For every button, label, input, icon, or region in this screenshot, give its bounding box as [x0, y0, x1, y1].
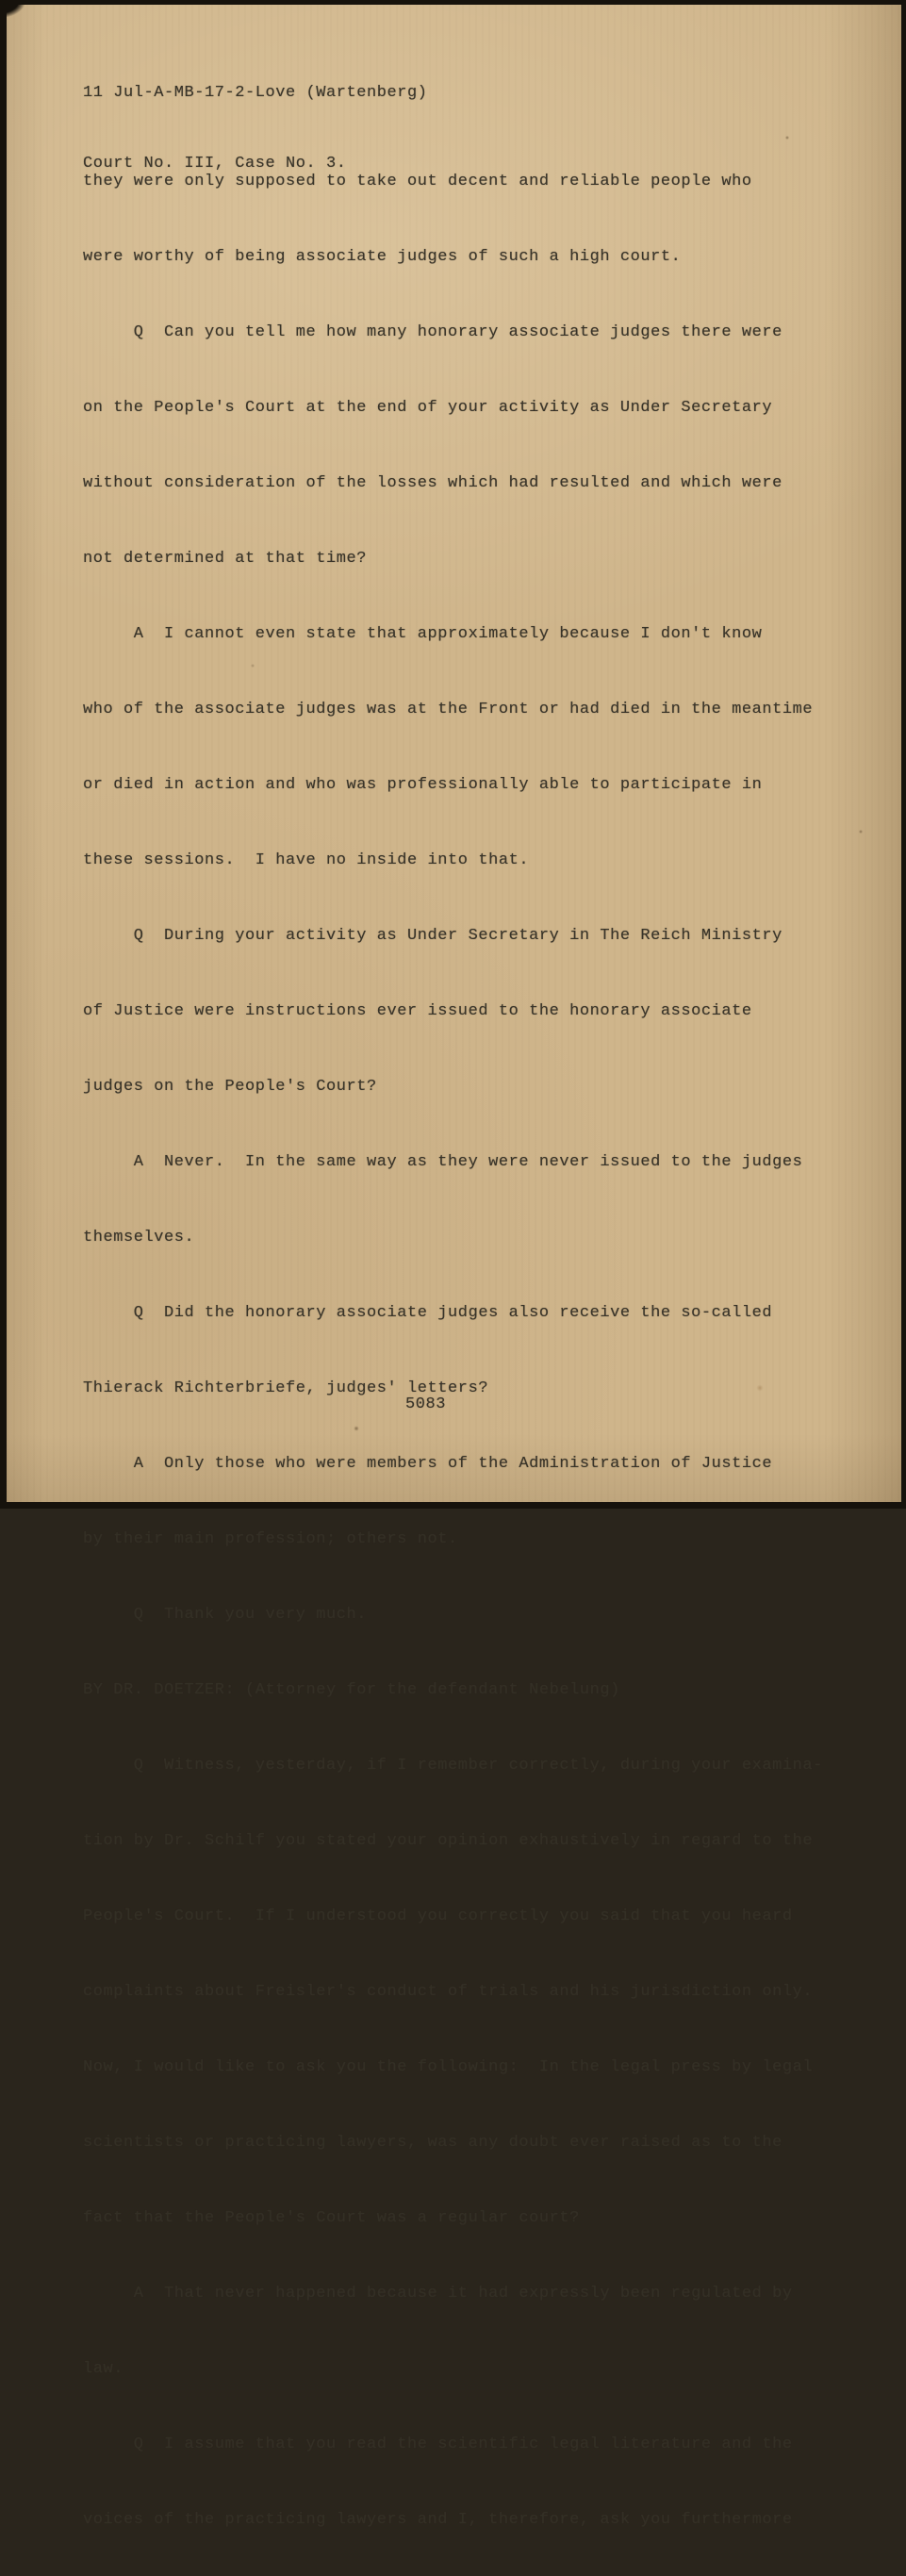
transcript-line: by their main profession; others not.	[83, 1530, 458, 1548]
transcript-line: without consideration of the losses which had resulted and which were	[83, 474, 782, 492]
transcript-line: A That never happened because it had expressly been regulated by	[83, 2285, 793, 2303]
transcript-line: Q Witness, yesterday, if I remember correctly, during your examina-	[83, 1757, 823, 1775]
transcript-body	[83, 126, 899, 2576]
header-court-case-number: Court No. III, Case No. 3.	[83, 155, 347, 173]
transcript-line: not determined at that time?	[83, 550, 368, 568]
transcript-line: voices of the practicing lawyers and I, therefore, ask you furthermore	[83, 2511, 793, 2529]
transcript-line: Q During your activity as Under Secretary in The Reich Ministry	[83, 927, 782, 945]
transcript-line: law.	[83, 2360, 124, 2378]
transcript-line: on the People's Court at the end of your activity as Under Secretary	[83, 399, 773, 417]
transcript-line: judges on the People's Court?	[83, 1078, 377, 1096]
transcript-line: A Never. In the same way as they were never issued to the judges	[83, 1153, 803, 1171]
transcript-line: People's Court. If I understood you correctly you said that you heard	[83, 1907, 793, 1925]
transcript-line: Q Did the honorary associate judges also receive the so-called	[83, 1304, 773, 1322]
transcript-line: they were only supposed to take out decent and reliable people who	[83, 173, 752, 190]
scan-edge-bottom	[0, 1502, 906, 1509]
scan-edge-top	[0, 0, 906, 5]
transcript-line: were worthy of being associate judges of such a high court.	[83, 248, 682, 266]
header-case-reference: 11 Jul-A-MB-17-2-Love (Wartenberg)	[83, 84, 428, 102]
transcript-line: A Only those who were members of the Administration of Justice	[83, 1455, 773, 1473]
transcript-line: fact that the People's Court was a regular court?	[83, 2209, 580, 2227]
transcript-line: Q I assume that you read the scientific legal literature and the	[83, 2436, 793, 2453]
transcript-line: complaints about Freisler's conduct of trials and his jurisdiction only.	[83, 1983, 814, 2001]
scan-corner-blot	[0, 0, 25, 17]
transcript-line: who of the associate judges was at the Front or had died in the meantime	[83, 701, 814, 718]
transcript-line: scientists or practicing lawyers, was any doubt ever raised as to the	[83, 2134, 782, 2152]
scan-edge-left	[0, 0, 7, 1509]
transcript-line: A I cannot even state that approximately because I don't know	[83, 625, 763, 643]
transcript-line: these sessions. I have no inside into that.	[83, 851, 530, 869]
scan-edge-right	[901, 0, 906, 1509]
transcript-line: Now, I would like to ask you the following: In the legal press by legal	[83, 2058, 814, 2076]
page-number: 5083	[404, 1395, 446, 1413]
transcript-line: themselves.	[83, 1229, 195, 1247]
transcript-line: Thierack Richterbriefe, judges' letters?	[83, 1379, 489, 1397]
transcript-line: or died in action and who was professionally able to participate in	[83, 776, 763, 794]
transcript-line: tion by Dr. Schilf you stated your opinion exhaustively in regard to the	[83, 1832, 814, 1850]
transcript-line-attorney-announcement: BY DR. DOETZER: (Attorney for the defendant Nebelung)	[83, 1681, 620, 1699]
transcript-line: Q Can you tell me how many honorary associate judges there were	[83, 323, 782, 341]
transcript-line: of Justice were instructions ever issued to the honorary associate	[83, 1002, 752, 1020]
transcript-line: Q Thank you very much.	[83, 1606, 368, 1624]
